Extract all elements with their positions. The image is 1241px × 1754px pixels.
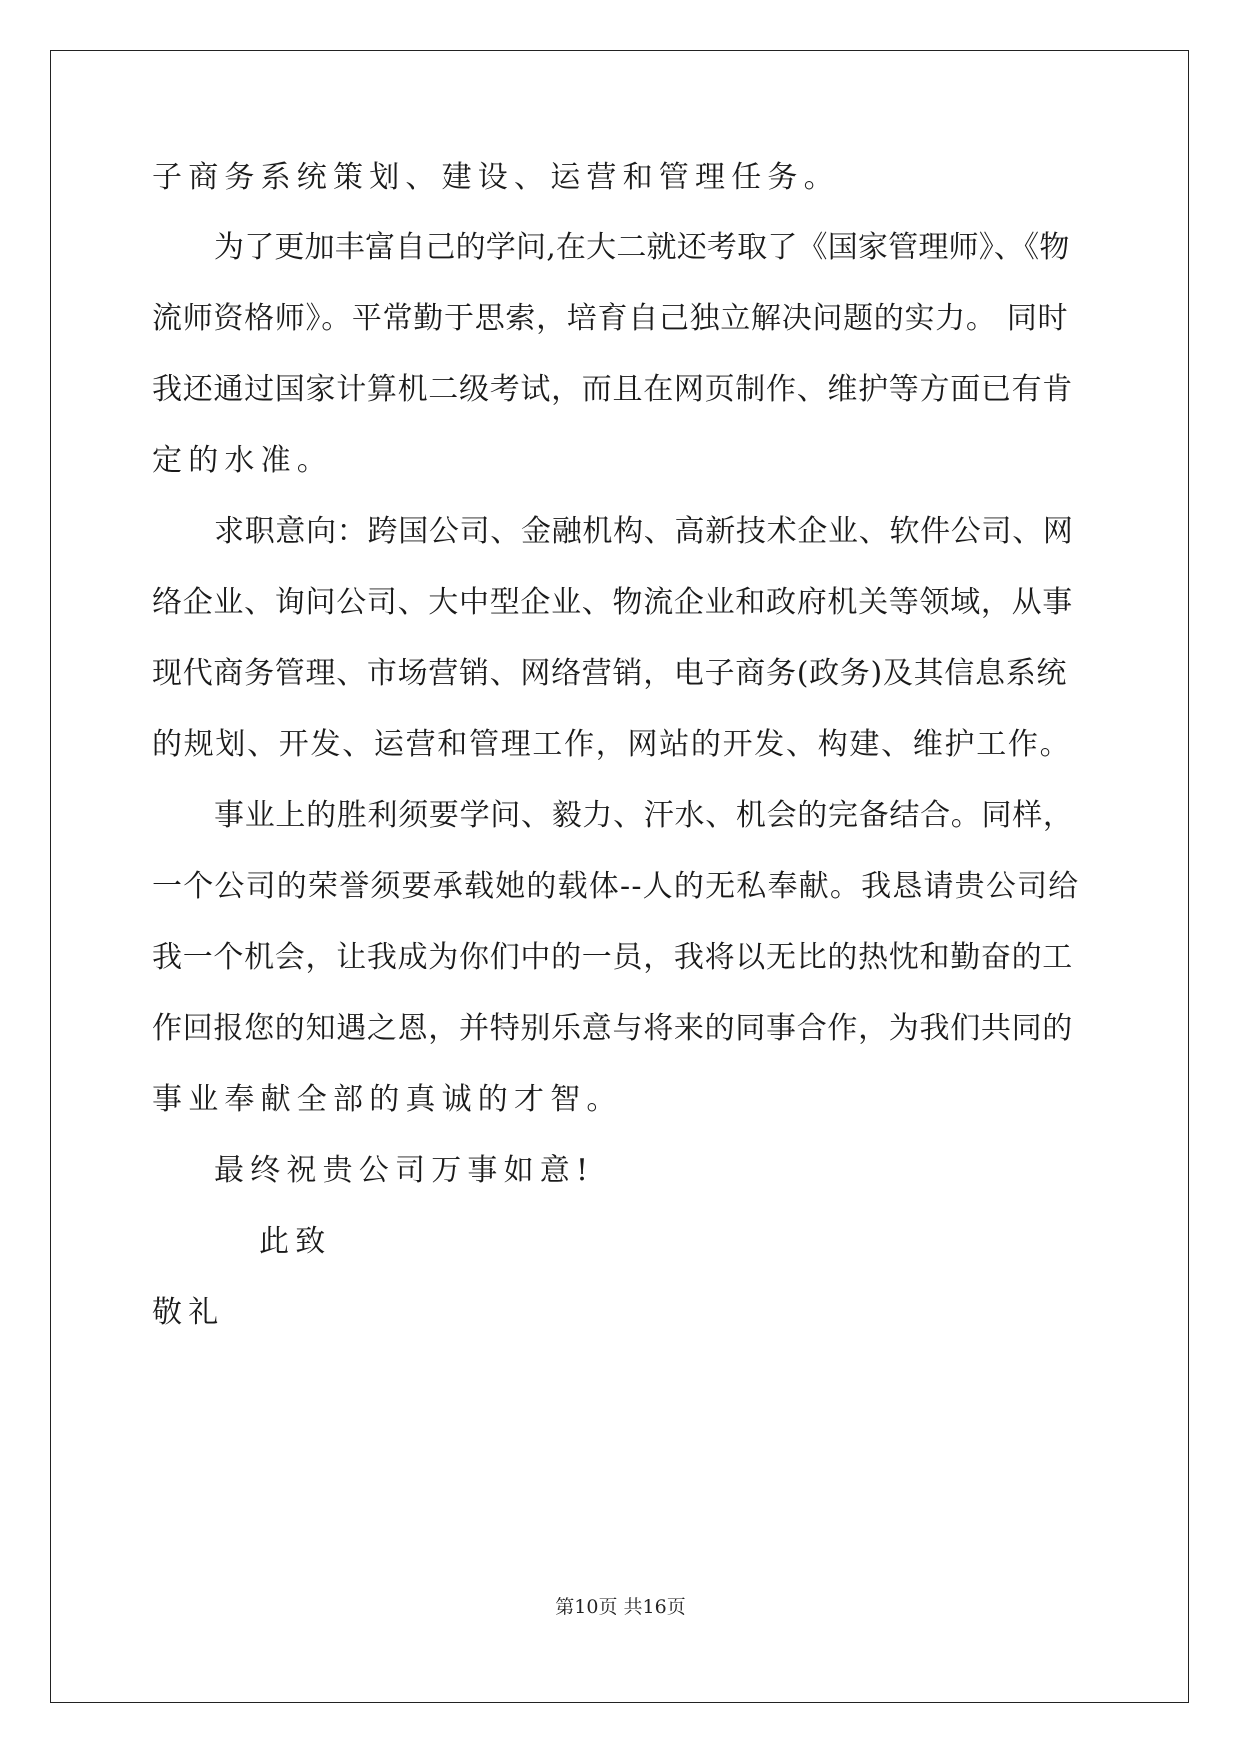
text-line: 事业奉献全部的真诚的才智。 (152, 1082, 623, 1117)
text-line: 我还通过国家计算机二级考试，而且在网页制作、维护等方面已有肯 (152, 372, 1073, 407)
text-line: 的规划、开发、运营和管理工作，网站的开发、构建、维护工作。 (152, 727, 1072, 762)
paragraph-line: 事业上的胜利须要学问、毅力、汗水、机会的完备结合。同样， (214, 798, 1074, 833)
text-line: 子商务系统策划、建设、运营和管理任务。 (152, 160, 840, 195)
text-line: 一个公司的荣誉须要承载她的载体--人的无私奉献。我恳请贵公司给 (152, 869, 1080, 904)
text-line: 流师资格师》。平常勤于思索，培育自己独立解决问题的实力。 同时 (152, 301, 1069, 336)
closing-wish: 最终祝贵公司万事如意! (214, 1153, 595, 1188)
text-line: 络企业、询问公司、大中型企业、物流企业和政府机关等领域，从事 (152, 585, 1073, 620)
text-line: 作回报您的知遇之恩，并特别乐意与将来的同事合作，为我们共同的 (152, 1011, 1073, 1046)
salutation-jingli: 敬礼 (152, 1295, 225, 1330)
salutation-cizhi: 此致 (259, 1224, 332, 1259)
page-number: 第10页 共16页 (555, 1596, 686, 1618)
paragraph-line: 为了更加丰富自己的学问,在大二就还考取了《国家管理师》、《物 (214, 230, 1070, 265)
paragraph-line: 求职意向：跨国公司、金融机构、高新技术企业、软件公司、网 (214, 514, 1074, 549)
text-line: 我一个机会，让我成为你们中的一员，我将以无比的热忱和勤奋的工 (152, 940, 1073, 975)
text-line: 现代商务管理、市场营销、网络营销，电子商务(政务)及其信息系统 (152, 656, 1068, 691)
text-line: 定的水准。 (152, 443, 333, 478)
